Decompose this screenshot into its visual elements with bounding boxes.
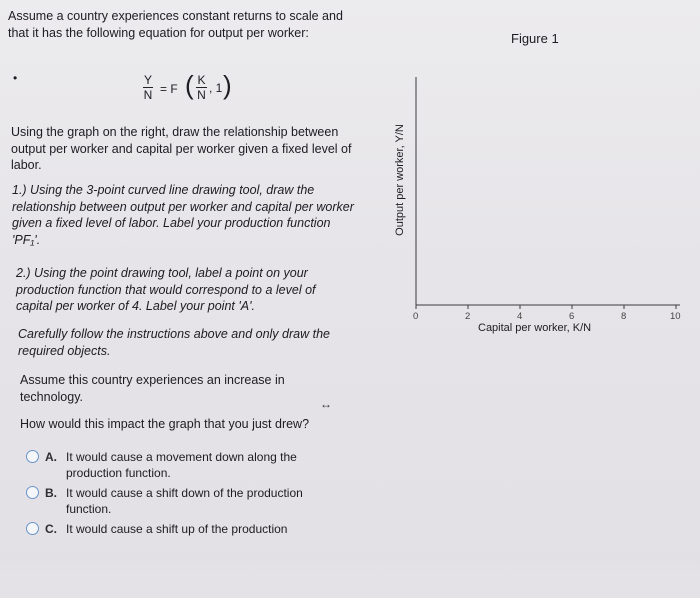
x-ticks [416, 305, 676, 309]
x-axis-label: Capital per worker, K/N [478, 322, 592, 334]
option-a-text: It would cause a movement down along the production function. [66, 450, 297, 480]
x-tick-label: 4 [517, 311, 523, 322]
equation-lhs-den: N [143, 88, 153, 102]
option-c-letter: C. [45, 522, 57, 536]
option-a-letter: A. [45, 450, 57, 464]
x-tick-label: 0 [413, 311, 419, 322]
instruction-warning: Carefully follow the instructions above and only draw the required objects. [18, 327, 330, 358]
option-b-text: It would cause a shift down of the production function. [66, 486, 303, 516]
figure-title: Figure 1 [511, 31, 559, 46]
equation-paren-close: ) [223, 70, 232, 100]
expand-arrow-icon[interactable]: ↔ [320, 397, 332, 411]
question-text: How would this impact the graph that you just drew? [20, 417, 310, 431]
scenario-text: Assume this country experiences an increase in technology. [20, 373, 285, 404]
x-tick-label: 6 [569, 311, 575, 322]
option-b-letter: B. [45, 486, 57, 500]
instruction-step-2: 2.) Using the point drawing tool, label a point on your production function that would correspond to a level of capital per worker of 4. Label your point 'A'. [16, 266, 316, 313]
instruction-step-1: 1.) Using the 3-point curved line drawing tool, draw the relationship between output per worker and capital per worker given a fixed level of labor. Label your production function 'PF₁'. [12, 183, 354, 247]
x-tick-label: 2 [465, 311, 471, 322]
bullet-dot: • [13, 71, 18, 85]
equation-lhs-num: Y [144, 73, 153, 87]
equation-equals: = F [160, 82, 178, 96]
option-c-text: It would cause a shift up of the production [66, 522, 288, 536]
equation-rhs-den: N [197, 88, 206, 102]
instruction-graph: Using the graph on the right, draw the relationship between output per worker and capital per worker given a fixed level of labor. [11, 125, 352, 172]
x-tick-label: 10 [670, 311, 681, 322]
equation-rhs-num: K [197, 73, 206, 87]
y-axis-label: Output per worker, Y/N [394, 124, 406, 236]
equation-paren-open: ( [185, 70, 194, 100]
intro-text: Assume a country experiences constant returns to scale and that it has the following equation for output per worker: [8, 9, 343, 40]
x-tick-label: 8 [621, 311, 627, 322]
equation-tail: , 1 [209, 81, 223, 95]
